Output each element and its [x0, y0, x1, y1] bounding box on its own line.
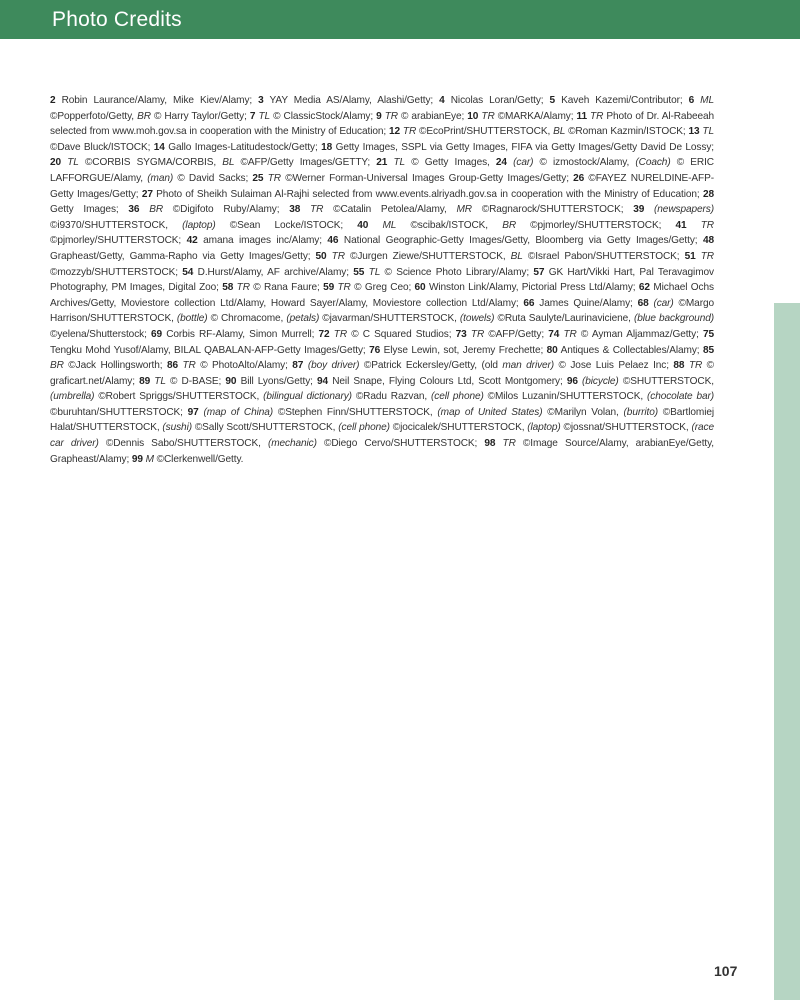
credit-source: YAY Media AS/Alamy, Alashi/Getty; [269, 95, 440, 106]
credit-entry [132, 454, 243, 465]
credit-page-number: 66 [523, 297, 535, 309]
credit-entry [369, 345, 547, 356]
credit-source: Getty Images, SSPL via Getty Images, FIFA via Getty Images/Getty David De Lossy; [335, 141, 714, 153]
credit-source: ©AFP/Getty Images/GETTY; [234, 157, 377, 169]
credit-source: Getty Images; [50, 204, 129, 216]
credit-entry [142, 189, 703, 200]
credit-source: Robin Laurance/Alamy, Mike Kiev/Alamy; [61, 95, 259, 106]
credit-source: ©Roman Kazmin/ISTOCK; [565, 126, 689, 138]
credit-position-tag: BL [510, 250, 523, 262]
credit-entry [456, 329, 549, 340]
credit-page-number: 72 [318, 328, 330, 340]
credit-page-number: 87 [292, 360, 304, 372]
page-title: Photo Credits [52, 8, 182, 31]
credit-position-tag: (mechanic) [267, 438, 317, 450]
credit-entry [225, 376, 317, 387]
credit-source: ©Marilyn Volan, [542, 406, 624, 418]
credit-source: Tengku Mohd Yusof/Alamy, BILAL QABALAN-AFP-Getty Images/Getty; [50, 344, 370, 356]
credit-position-tag: ML [382, 219, 397, 231]
credit-page-number: 88 [673, 360, 685, 372]
credit-source: © Chromacome, [207, 313, 287, 325]
credit-page-number: 76 [369, 344, 381, 356]
credit-page-number: 7 [249, 110, 256, 122]
credit-position-tag: TR [590, 110, 604, 122]
credit-source: © Harry Taylor/Getty; [150, 110, 250, 122]
credit-page-number: 5 [549, 95, 556, 106]
credit-position-tag: TL [702, 126, 714, 138]
credit-page-number: 13 [688, 126, 700, 138]
credit-page-number: 42 [186, 235, 198, 247]
credit-page-number: 41 [675, 219, 687, 231]
credit-source: ©Ragnarock/SHUTTERSTOCK; [471, 204, 634, 216]
credit-entry [252, 173, 573, 184]
credit-entry [151, 329, 319, 340]
credit-page-number: 68 [637, 297, 649, 309]
credit-position-tag: (towels) [459, 313, 495, 325]
credit-source: © Jose Luis Pelaez Inc; [554, 360, 674, 372]
credit-page-number: 54 [182, 266, 194, 278]
credit-source: ©EcoPrint/SHUTTERSTOCK, [416, 126, 554, 138]
credit-source: ©Dennis Sabo/SHUTTERSTOCK, [98, 438, 268, 450]
credit-page-number: 69 [150, 328, 163, 340]
credit-source: © ClassicStock/Alamy; [270, 110, 377, 122]
credit-page-number: 85 [702, 344, 714, 356]
credit-source: ©javarman/SHUTTERSTOCK, [319, 313, 460, 325]
credit-page-number: 73 [455, 328, 467, 340]
credit-page-number: 9 [376, 110, 382, 122]
credit-page-number: 46 [327, 235, 339, 247]
credit-page-number: 27 [141, 188, 153, 200]
credit-page-number: 36 [128, 204, 140, 216]
credit-source: ©Sally Scott/SHUTTERSTOCK, [191, 422, 339, 434]
credit-source: ©Diego Cervo/SHUTTERSTOCK; [316, 438, 485, 450]
credit-entry [182, 267, 353, 278]
credit-position-tag: BL [222, 157, 235, 169]
credit-source: ©Jurgen Ziewe/SHUTTERSTOCK, [344, 250, 511, 262]
credit-position-tag: (blue background) [633, 313, 714, 325]
credit-page-number: 48 [702, 235, 714, 247]
credit-entry [50, 157, 376, 168]
credit-source: ©yelena/Shutterstock; [50, 328, 151, 340]
credit-page-number: 51 [684, 250, 696, 262]
credit-position-tag: (map of United States) [437, 406, 543, 418]
credit-source: GK Hart/Vikki Hart, Pal Teravagimov Photography, PM Images, Digital Zoo; [50, 266, 714, 294]
credit-source: ©Milos Luzanin/SHUTTERSTOCK, [483, 391, 647, 403]
credits-text [50, 93, 714, 467]
credit-position-tag: (bottle) [176, 313, 208, 325]
credit-page-number: 86 [166, 360, 178, 372]
credit-source: James Quine/Alamy; [539, 297, 638, 309]
credit-source: © arabianEye; [397, 110, 468, 122]
side-tab-band [774, 303, 800, 1000]
credit-position-tag: BR [137, 110, 151, 122]
credit-source: ©Bartlomiej Halat/SHUTTERSTOCK, [50, 406, 714, 434]
credit-position-tag: (petals) [286, 313, 320, 325]
credit-position-tag: (car) [513, 157, 534, 169]
credit-source: Photo of Dr. Al-Rabeeah selected from www.moh.gov.sa in cooperation with the Ministry of Education; [50, 110, 715, 138]
credit-position-tag: TR [688, 360, 703, 372]
credit-position-tag: BR [502, 219, 517, 231]
credit-page-number: 80 [546, 344, 558, 356]
credit-entry [187, 235, 328, 246]
credit-source: Gallo Images-Latitudestock/Getty; [168, 141, 322, 153]
credit-position-tag: BR [50, 360, 64, 372]
credit-source: ©pjmorley/SHUTTERSTOCK; [516, 219, 676, 231]
credit-source: Kaveh Kazemi/Contributor; [561, 95, 689, 106]
credit-source: © David Sacks; [173, 172, 253, 184]
credit-source: ©mozzyb/SHUTTERSTOCK; [50, 266, 183, 278]
credit-page-number: 20 [50, 157, 62, 169]
credit-position-tag: ML [700, 95, 714, 106]
credit-source: ©Stephen Finn/SHUTTERSTOCK, [273, 406, 438, 418]
credit-source: ©SHUTTERSTOCK, [618, 375, 714, 387]
credit-page-number: 55 [353, 266, 365, 278]
credit-entry [128, 204, 289, 215]
credit-entry [547, 345, 703, 356]
credit-page-number: 24 [495, 157, 507, 169]
credit-position-tag: (bicycle) [582, 375, 619, 387]
credit-page-number: 59 [323, 282, 335, 294]
page-number: 107 [714, 963, 738, 979]
credit-source: ©Sean Locke/ISTOCK; [215, 219, 358, 231]
credit-page-number: 3 [258, 95, 264, 106]
credit-source: ©Dave Bluck/ISTOCK; [50, 141, 154, 153]
credit-position-tag: TR [700, 250, 714, 262]
credit-entry [250, 111, 376, 122]
credit-source: Elyse Lewin, sot, Jeremy Frechette; [383, 344, 547, 356]
credit-source: ©Digifoto Ruby/Alamy; [163, 204, 290, 216]
credit-page-number: 75 [702, 328, 715, 340]
credit-page-number: 60 [414, 282, 426, 294]
credit-page-number: 57 [533, 266, 545, 278]
credit-page-number: 38 [289, 204, 301, 216]
credit-source: ©Catalin Petolea/Alamy, [323, 204, 457, 216]
credit-entry [376, 111, 467, 122]
credit-position-tag: TR [481, 110, 495, 122]
credit-position-tag: TL [368, 266, 381, 278]
credit-position-tag: TR [337, 282, 351, 294]
credit-position-tag: (bilingual dictionary) [263, 391, 352, 403]
credit-source: © D-BASE; [165, 375, 226, 387]
credit-position-tag: (chocolate bar) [646, 391, 715, 403]
credit-position-tag: TR [331, 250, 345, 262]
credit-source: Photo of Sheikh Sulaiman Al-Rajhi selected from www.events.alriyadh.gov.sa in cooperation with the Ministry of Education; [156, 188, 703, 200]
credit-page-number: 2 [50, 95, 56, 106]
credit-position-tag: (umbrella) [50, 391, 95, 403]
credit-position-tag: TR [470, 328, 485, 340]
credit-page-number: 40 [357, 219, 369, 231]
credit-entry [439, 95, 549, 106]
credit-position-tag: BR [149, 204, 164, 216]
credit-entry [139, 376, 225, 387]
credit-source: © ERIC LAFFORGUE/Alamy, [50, 157, 714, 184]
credit-position-tag: (cell phone) [338, 422, 390, 434]
credit-source: © Ayman Aljammaz/Getty; [576, 328, 703, 340]
credit-entry [319, 329, 456, 340]
credit-source: ©Ruta Saulyte/Laurinaviciene, [494, 313, 634, 325]
credit-page-number: 14 [153, 141, 165, 153]
credit-entry [222, 282, 323, 293]
credit-entry [292, 360, 673, 371]
credit-position-tag: MR [456, 204, 472, 216]
credit-source: © Greg Ceo; [350, 282, 415, 294]
credit-source: ©MARKA/Alamy; [494, 110, 577, 122]
credit-source: ©i9370/SHUTTERSTOCK, [50, 219, 183, 231]
credit-source: © Getty Images, [405, 157, 496, 169]
credit-source: ©scibak/ISTOCK, [396, 219, 503, 231]
credit-page-number: 89 [139, 375, 151, 387]
credit-position-tag: TR [402, 126, 417, 138]
credit-position-tag: TR [267, 172, 281, 184]
credit-position-tag: M [145, 453, 154, 465]
credit-source: ©Clerkenwell/Getty. [153, 453, 244, 465]
credit-source: Michael Ochs Archives/Getty, Moviestore collection Ltd/Alamy, Howard Sayer/Alamy, Moviestore collection Ltd/Alamy; [50, 282, 714, 309]
credit-position-tag: (laptop) [182, 219, 216, 231]
credit-position-tag: TR [700, 219, 714, 231]
credit-source: Nicolas Loran/Getty; [450, 95, 550, 106]
credit-source: ©Israel Pabon/SHUTTERSTOCK; [522, 250, 685, 262]
credit-position-tag: TL [154, 375, 166, 387]
credit-source: © izmostock/Alamy, [533, 157, 636, 169]
credit-position-tag: TR [182, 360, 196, 372]
credit-page-number: 74 [548, 328, 560, 340]
credit-entry [154, 142, 321, 153]
credit-position-tag: (race car driver) [50, 422, 714, 450]
credit-position-tag: (car) [653, 297, 674, 309]
credit-page-number: 98 [484, 438, 496, 450]
credit-page-number: 6 [688, 95, 695, 106]
credit-entry [376, 157, 496, 168]
credit-position-tag: man driver) [502, 360, 555, 372]
credit-source: ©jocicalek/SHUTTERSTOCK, [389, 422, 528, 434]
credit-source: ©jossnat/SHUTTERSTOCK, [560, 422, 692, 434]
credit-position-tag: TR [563, 328, 577, 340]
credit-source: ©Robert Spriggs/SHUTTERSTOCK, [94, 391, 264, 403]
credit-position-tag: TR [333, 328, 348, 340]
credit-position-tag: (sushi) [162, 422, 192, 434]
credit-source: © graficart.net/Alamy; [50, 360, 715, 387]
credit-source: Winston Link/Alamy, Pictorial Press Ltd/Alamy; [428, 282, 639, 294]
credit-position-tag: (man) [147, 172, 174, 184]
credit-page-number: 39 [633, 204, 645, 216]
credit-page-number: 10 [467, 110, 479, 122]
credit-position-tag: (newspapers) [654, 204, 714, 216]
credit-page-number: 97 [187, 406, 199, 418]
credit-entry [316, 251, 685, 262]
credit-page-number: 18 [321, 141, 333, 153]
credit-entry [523, 298, 637, 309]
credit-page-number: 58 [222, 282, 234, 294]
credit-source: Antiques & Collectables/Alamy; [560, 344, 703, 356]
credit-source: Neil Snape, Flying Colours Ltd, Scott Montgomery; [332, 375, 567, 387]
credit-source: ©Patrick Eckersley/Getty, (old [359, 360, 503, 372]
credit-source: ©Image Source/Alamy, arabianEye/Getty, Grapheast/Alamy; [50, 438, 715, 465]
credit-position-tag: (map of China) [203, 406, 274, 418]
credit-source: ©buruhtan/SHUTTERSTOCK; [50, 406, 188, 418]
credit-page-number: 4 [439, 95, 445, 106]
credit-page-number: 62 [638, 282, 650, 294]
credit-source: amana images inc/Alamy; [203, 235, 328, 247]
credit-source: ©Margo Harrison/SHUTTERSTOCK, [50, 297, 714, 325]
credit-page-number: 12 [388, 126, 400, 138]
credit-source: ©pjmorley/SHUTTERSTOCK; [50, 235, 187, 247]
credit-entry [50, 95, 258, 106]
credit-source: D.Hurst/Alamy, AF archive/Alamy; [197, 266, 354, 278]
credit-page-number: 28 [702, 188, 714, 200]
credit-entry [317, 376, 567, 387]
credit-page-number: 99 [131, 453, 143, 465]
credit-position-tag: TL [67, 157, 79, 169]
credit-entry [353, 267, 533, 278]
credit-entry [323, 282, 414, 293]
credit-entry [258, 95, 439, 106]
credit-position-tag: (burrito) [623, 406, 658, 418]
credit-position-tag: TL [393, 157, 406, 169]
credit-source: ©CORBIS SYGMA/CORBIS, [78, 157, 223, 169]
credit-page-number: 96 [566, 375, 578, 387]
credit-position-tag: TR [310, 204, 324, 216]
credit-source: ©Popperfoto/Getty, [50, 110, 138, 122]
credit-entry [415, 282, 639, 293]
credit-source: ©AFP/Getty; [484, 328, 549, 340]
credit-source: ©Werner Forman-Universal Images Group-Getty Images/Getty; [280, 172, 574, 184]
credit-source: Bill Lyons/Getty; [240, 375, 318, 387]
credit-entry [389, 126, 689, 137]
credit-entry [548, 329, 703, 340]
credit-source: © PhotoAlto/Alamy; [195, 360, 293, 372]
credit-source: ©FAYEZ NURELDINE-AFP-Getty Images/Getty; [50, 172, 715, 200]
credit-source: Grapheast/Getty, Gamma-Rapho via Getty Images/Getty; [50, 250, 316, 262]
credit-page-number: 50 [315, 250, 327, 262]
credit-page-number: 94 [317, 375, 329, 387]
credit-entry [167, 360, 292, 371]
header-bar [0, 0, 800, 39]
credit-page-number: 90 [225, 375, 237, 387]
credit-position-tag: (Coach) [635, 157, 671, 169]
credit-position-tag: (cell phone) [431, 391, 484, 403]
credit-position-tag: (laptop) [527, 422, 561, 434]
credit-source: © C Squared Studios; [347, 328, 456, 340]
credit-page-number: 11 [576, 110, 587, 122]
credit-entry [550, 95, 689, 106]
credit-entry [327, 235, 703, 246]
credit-position-tag: TR [502, 438, 516, 450]
credit-source: © Rana Faure; [249, 282, 324, 294]
credit-source: National Geographic-Getty Images/Getty, Bloomberg via Getty Images/Getty; [343, 235, 703, 247]
credit-position-tag: TR [236, 282, 250, 294]
credit-entry [357, 220, 675, 231]
credit-position-tag: (boy driver) [307, 360, 360, 372]
credit-entry [467, 111, 576, 122]
credit-source: ©Jack Hollingsworth; [63, 360, 167, 372]
credit-page-number: 21 [376, 157, 388, 169]
credit-position-tag: TL [258, 110, 271, 122]
credit-entry [289, 204, 633, 215]
credit-position-tag: BL [553, 126, 566, 138]
credit-page-number: 26 [573, 172, 585, 184]
credit-source: Corbis RF-Alamy, Simon Murrell; [166, 328, 319, 340]
credit-source: ©Radu Razvan, [351, 391, 432, 403]
credit-page-number: 25 [252, 172, 264, 184]
credit-entry [321, 142, 714, 153]
credit-source: © Science Photo Library/Alamy; [380, 266, 534, 278]
credit-position-tag: TR [384, 110, 398, 122]
